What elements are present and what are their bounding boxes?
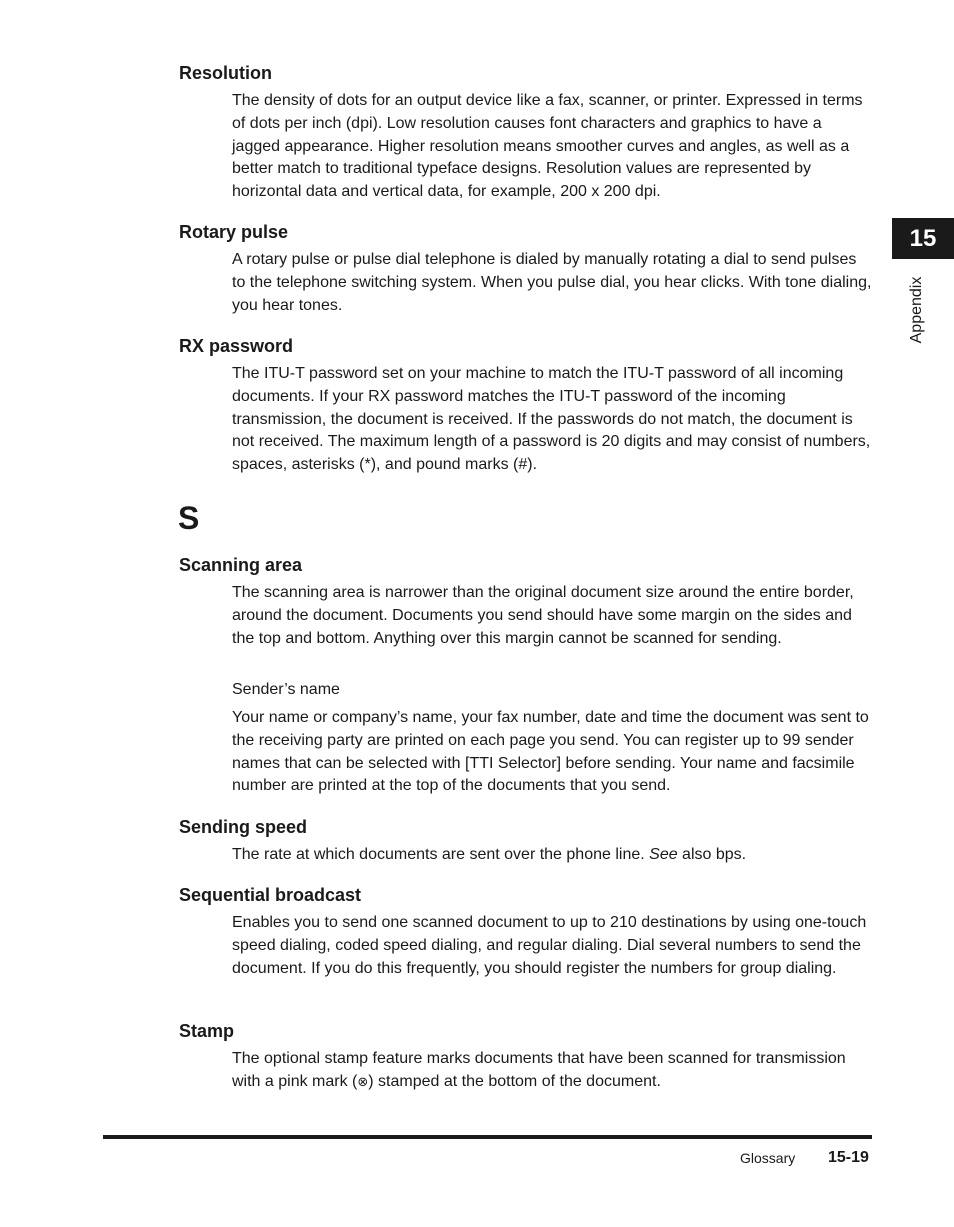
footer-section-label: Glossary bbox=[740, 1150, 796, 1166]
term-senders-name: Sender’s name bbox=[232, 681, 340, 698]
definition-text: The rate at which documents are sent over the phone line. bbox=[232, 846, 650, 863]
definition-scanning-area: The scanning area is narrower than the original document size around the entire border, around the document. Documents you send should have some margin on the sides and the top and bottom. Anything over this margin cannot be scanned for sending. bbox=[232, 584, 854, 647]
term-sequential-broadcast: Sequential broadcast bbox=[179, 885, 362, 905]
definition-rx-password: The ITU-T password set on your machine to match the ITU-T password of all incoming documents. If your RX password matches the ITU-T password of the incoming transmission, the document is received. If the passwords do not match, the document is not received. The maximum length of a password is 20 digits and may consist of numbers, spaces, asterisks (*), and pound marks (#). bbox=[232, 365, 871, 473]
definition-resolution: The density of dots for an output device like a fax, scanner, or printer. Expressed in terms of dots per inch (dpi). Low resolution causes font characters and graphics to have a jagged appearance. Higher resolution means smoother curves and angles, as well as a better match to traditional typeface designs. Resolution values are represented by horizontal data and vertical data, for example, 200 x 200 dpi. bbox=[232, 92, 863, 200]
definition-text-end: ) stamped at the bottom of the document. bbox=[368, 1072, 661, 1090]
term-rotary-pulse: Rotary pulse bbox=[179, 222, 289, 242]
definition-stamp bbox=[232, 1048, 872, 1095]
chapter-tab-label: Appendix bbox=[908, 276, 925, 344]
definition-text-end: also bps. bbox=[677, 846, 747, 863]
page-number: 15-19 bbox=[828, 1149, 869, 1166]
definition-sequential-broadcast: Enables you to send one scanned document to up to 210 destinations by using one-touch speed dialing, coded speed dialing, and regular dialing. Dial several numbers to send the document. If you do this frequently, you should register the numbers for group dialing. bbox=[232, 914, 867, 977]
definition-rotary-pulse: A rotary pulse or pulse dial telephone is dialed by manually rotating a dial to send pulses to the telephone switching system. When you pulse dial, you hear clicks. With tone dialing, you hear tones. bbox=[232, 251, 872, 314]
stamp-mark-icon: ⊗ bbox=[357, 1074, 369, 1090]
term-scanning-area: Scanning area bbox=[179, 555, 303, 575]
see-reference: See bbox=[649, 846, 678, 863]
chapter-tab: 15 bbox=[892, 218, 954, 259]
definition-senders-name: Your name or company’s name, your fax number, date and time the document was sent to the receiving party are printed on each page you send. You can register up to 99 sender names that can be selected with [TTI Selector] before sending. Your name and facsimile number are printed at the top of the documents that you send. bbox=[232, 709, 869, 795]
section-letter-heading: S bbox=[178, 500, 200, 536]
term-stamp: Stamp bbox=[179, 1021, 235, 1041]
term-resolution: Resolution bbox=[179, 63, 272, 83]
definition-sending-speed bbox=[232, 844, 872, 867]
definition-text: The optional stamp feature marks documents that have been scanned for transmission with a pink mark ( bbox=[232, 1050, 846, 1090]
footer-divider bbox=[103, 1135, 872, 1139]
term-sending-speed: Sending speed bbox=[179, 817, 308, 837]
term-rx-password: RX password bbox=[179, 336, 294, 356]
